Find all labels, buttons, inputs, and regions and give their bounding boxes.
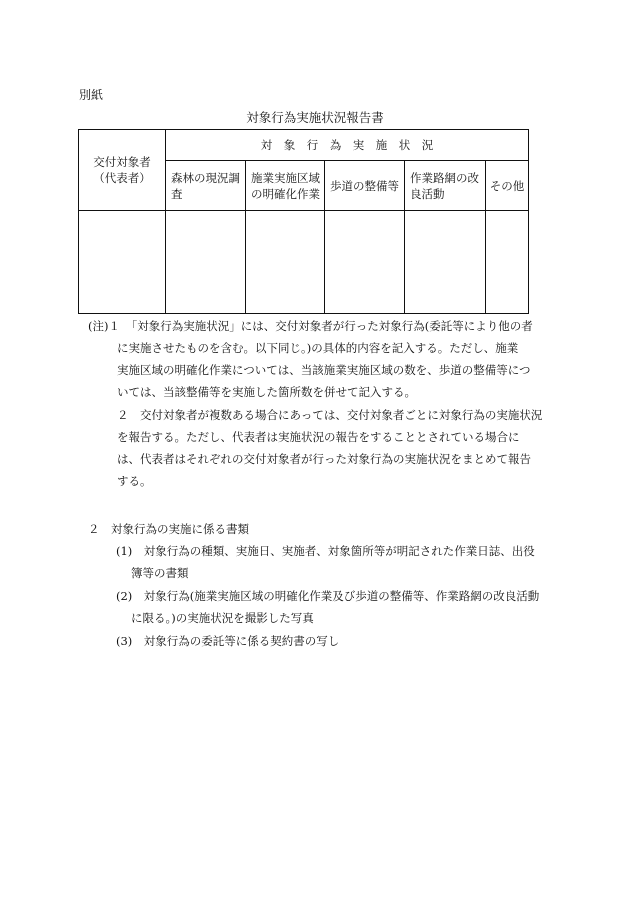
col-header-area-clarification [246, 161, 324, 210]
note-2-line: ２ 交付対象者が複数ある場合にあっては、交付対象者ごとに対象行為の実施状況 [117, 408, 543, 422]
section-2-item-1: (1) 対象行為の種類、実施日、実施者、対象箇所等が明記された作業日誌、出役 [116, 544, 535, 558]
header-recipient-line1: 交付対象者 [93, 155, 151, 169]
note-2-line: する。 [117, 474, 152, 488]
attachment-label: 別紙 [79, 88, 104, 102]
col-header-other [486, 161, 528, 210]
col-header-line1: 歩道の整備等 [330, 178, 399, 193]
col-header-line1: その他 [489, 178, 525, 193]
section-2-heading: ２ 対象行為の実施に係る書類 [88, 522, 249, 536]
header-group: 対 象 行 為 実 施 状 況 [260, 138, 434, 152]
section-2-item-2-cont: に限る。)の実施状況を撮影した写真 [131, 611, 314, 625]
note-1-line: いては、当該整備等を実施した箇所数を併せて記入する。 [117, 385, 416, 399]
col-header-line2: の明確化作業 [251, 186, 320, 201]
section-2-item-1-cont: 簿等の書類 [131, 566, 189, 580]
col-header-line2: 良活動 [410, 186, 445, 201]
section-2-item-2: (2) 対象行為(施業実施区域の明確化作業及び歩道の整備等、作業路網の改良活動 [116, 589, 540, 603]
note-1-line: 実施区域の明確化作業については、当該施業実施区域の数を、歩道の整備等につ [117, 363, 531, 377]
col-header-line1: 森林の現況調 [171, 170, 240, 185]
col-header-trail-maintenance [325, 161, 404, 210]
col-header-forest-survey [166, 161, 245, 210]
col-header-line1: 作業路網の改 [410, 170, 479, 185]
header-recipient [79, 130, 165, 210]
note-2-line: は、代表者はそれぞれの交付対象者が行った対象行為の実施状況をまとめて報告 [117, 452, 531, 466]
note-1-line: に実施させたものを含む。以下同じ。)の具体的内容を記入する。ただし、施業 [117, 341, 519, 355]
col-header-road-network [405, 161, 485, 210]
col-header-line1: 施業実施区域 [251, 170, 320, 185]
note-1-line: (注)１ 「対象行為実施状況」には、交付対象者が行った対象行為(委託等により他の者 [88, 319, 533, 333]
header-recipient-line2: （代表者） [93, 171, 151, 185]
note-2-line: を報告する。ただし、代表者は実施状況の報告をすることとされている場合に [117, 430, 520, 444]
section-2-item-3: (3) 対象行為の委託等に係る契約書の写し [116, 634, 340, 648]
col-header-line2: 査 [171, 186, 183, 201]
report-table [78, 129, 529, 314]
page-title: 対象行為実施状況報告書 [246, 110, 384, 125]
table-divider [79, 210, 528, 211]
